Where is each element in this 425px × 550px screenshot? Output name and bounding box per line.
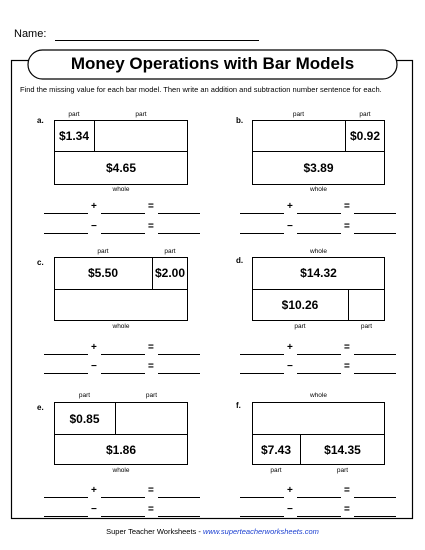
answer-blank[interactable] xyxy=(297,373,341,374)
plus-sign: + xyxy=(91,201,97,212)
plus-sign: + xyxy=(91,485,97,496)
equals-sign: = xyxy=(148,342,154,353)
bar-divider xyxy=(348,289,349,321)
answer-blank[interactable] xyxy=(240,233,284,234)
answer-blank[interactable] xyxy=(354,233,396,234)
answer-blank[interactable] xyxy=(44,233,88,234)
whole-value: $4.65 xyxy=(105,161,137,175)
answer-blank[interactable] xyxy=(354,354,396,355)
part-value: $0.92 xyxy=(349,129,381,143)
page-title: Money Operations with Bar Models xyxy=(70,54,355,73)
minus-sign: − xyxy=(287,504,293,515)
answer-blank[interactable] xyxy=(158,233,200,234)
whole-label: whole xyxy=(112,186,130,193)
equals-sign: = xyxy=(344,504,350,515)
part-value: $7.43 xyxy=(260,443,292,457)
answer-blank[interactable] xyxy=(240,354,284,355)
answer-blank[interactable] xyxy=(297,213,341,214)
problem-letter-d: d. xyxy=(236,256,244,265)
answer-blank[interactable] xyxy=(44,497,88,498)
bar-divider xyxy=(94,120,95,152)
answer-blank[interactable] xyxy=(44,373,88,374)
footer xyxy=(0,527,425,536)
bar-divider xyxy=(54,151,188,152)
answer-blank[interactable] xyxy=(44,213,88,214)
part-label: part xyxy=(78,392,91,399)
plus-sign: + xyxy=(91,342,97,353)
whole-label: whole xyxy=(310,186,327,193)
part-value: $2.00 xyxy=(154,266,186,280)
part-label: part xyxy=(359,111,371,118)
minus-sign: − xyxy=(287,361,293,372)
minus-sign: − xyxy=(91,504,97,515)
plus-sign: + xyxy=(287,485,293,496)
answer-blank[interactable] xyxy=(240,516,284,517)
answer-blank[interactable] xyxy=(101,373,145,374)
answer-blank[interactable] xyxy=(297,516,341,517)
part-label: part xyxy=(294,323,306,330)
part-label: part xyxy=(270,467,282,474)
answer-blank[interactable] xyxy=(354,373,396,374)
answer-blank[interactable] xyxy=(240,497,284,498)
answer-blank[interactable] xyxy=(354,213,396,214)
problem-letter-c: c. xyxy=(37,258,44,267)
whole-label: whole xyxy=(112,323,130,330)
problem-letter-e: e. xyxy=(37,403,44,412)
answer-blank[interactable] xyxy=(101,516,145,517)
footer-brand: Super Teacher Worksheets - xyxy=(106,527,203,536)
whole-label: whole xyxy=(112,467,130,474)
answer-blank[interactable] xyxy=(101,213,145,214)
problem-letter-a: a. xyxy=(37,116,44,125)
plus-sign: + xyxy=(287,342,293,353)
minus-sign: − xyxy=(91,221,97,232)
bar-divider xyxy=(252,151,385,152)
equals-sign: = xyxy=(344,485,350,496)
bar-divider xyxy=(54,434,188,435)
answer-blank[interactable] xyxy=(158,516,200,517)
answer-blank[interactable] xyxy=(240,213,284,214)
part-label: part xyxy=(145,392,158,399)
part-label: part xyxy=(360,323,373,330)
part-label: part xyxy=(68,111,80,118)
part-label: part xyxy=(97,248,109,255)
bar-divider xyxy=(252,434,385,435)
plus-sign: + xyxy=(287,201,293,212)
equals-sign: = xyxy=(344,201,350,212)
bar-divider xyxy=(252,289,385,290)
answer-blank[interactable] xyxy=(101,354,145,355)
part-label: part xyxy=(135,111,147,118)
answer-blank[interactable] xyxy=(297,497,341,498)
answer-blank[interactable] xyxy=(44,516,88,517)
answer-blank[interactable] xyxy=(158,354,200,355)
equals-sign: = xyxy=(344,221,350,232)
part-value: $10.26 xyxy=(281,298,319,312)
answer-blank[interactable] xyxy=(101,497,145,498)
whole-label: whole xyxy=(310,248,327,255)
part-value: $1.34 xyxy=(58,129,90,143)
problem-letter-f: f. xyxy=(236,401,241,410)
name-label: Name: xyxy=(14,28,47,40)
answer-blank[interactable] xyxy=(158,213,200,214)
equals-sign: = xyxy=(148,504,154,515)
whole-value: $3.89 xyxy=(303,161,334,175)
equals-sign: = xyxy=(344,361,350,372)
whole-value: $14.32 xyxy=(300,266,337,280)
minus-sign: − xyxy=(91,361,97,372)
answer-blank[interactable] xyxy=(158,497,200,498)
footer-link[interactable]: www.superteacherworksheets.com xyxy=(202,527,319,536)
equals-sign: = xyxy=(148,361,154,372)
equals-sign: = xyxy=(344,342,350,353)
whole-label: whole xyxy=(310,392,327,399)
answer-blank[interactable] xyxy=(44,354,88,355)
whole-value: $1.86 xyxy=(105,443,137,457)
equals-sign: = xyxy=(148,221,154,232)
part-value: $14.35 xyxy=(324,443,361,457)
equals-sign: = xyxy=(148,485,154,496)
equals-sign: = xyxy=(148,201,154,212)
bar-divider xyxy=(115,402,116,435)
answer-blank[interactable] xyxy=(101,233,145,234)
part-value: $0.85 xyxy=(69,412,100,426)
part-value: $5.50 xyxy=(87,266,119,280)
answer-blank[interactable] xyxy=(354,516,396,517)
answer-blank[interactable] xyxy=(297,354,341,355)
part-label: part xyxy=(164,248,176,255)
instructions: Find the missing value for each bar model. Then write an addition and subtraction number sentence for each. xyxy=(20,85,382,94)
answer-blank[interactable] xyxy=(354,497,396,498)
minus-sign: − xyxy=(287,221,293,232)
answer-blank[interactable] xyxy=(240,373,284,374)
bar-divider xyxy=(54,289,188,290)
problem-letter-b: b. xyxy=(236,116,244,125)
answer-blank[interactable] xyxy=(297,233,341,234)
part-label: part xyxy=(292,111,305,118)
answer-blank[interactable] xyxy=(158,373,200,374)
part-label: part xyxy=(336,467,349,474)
